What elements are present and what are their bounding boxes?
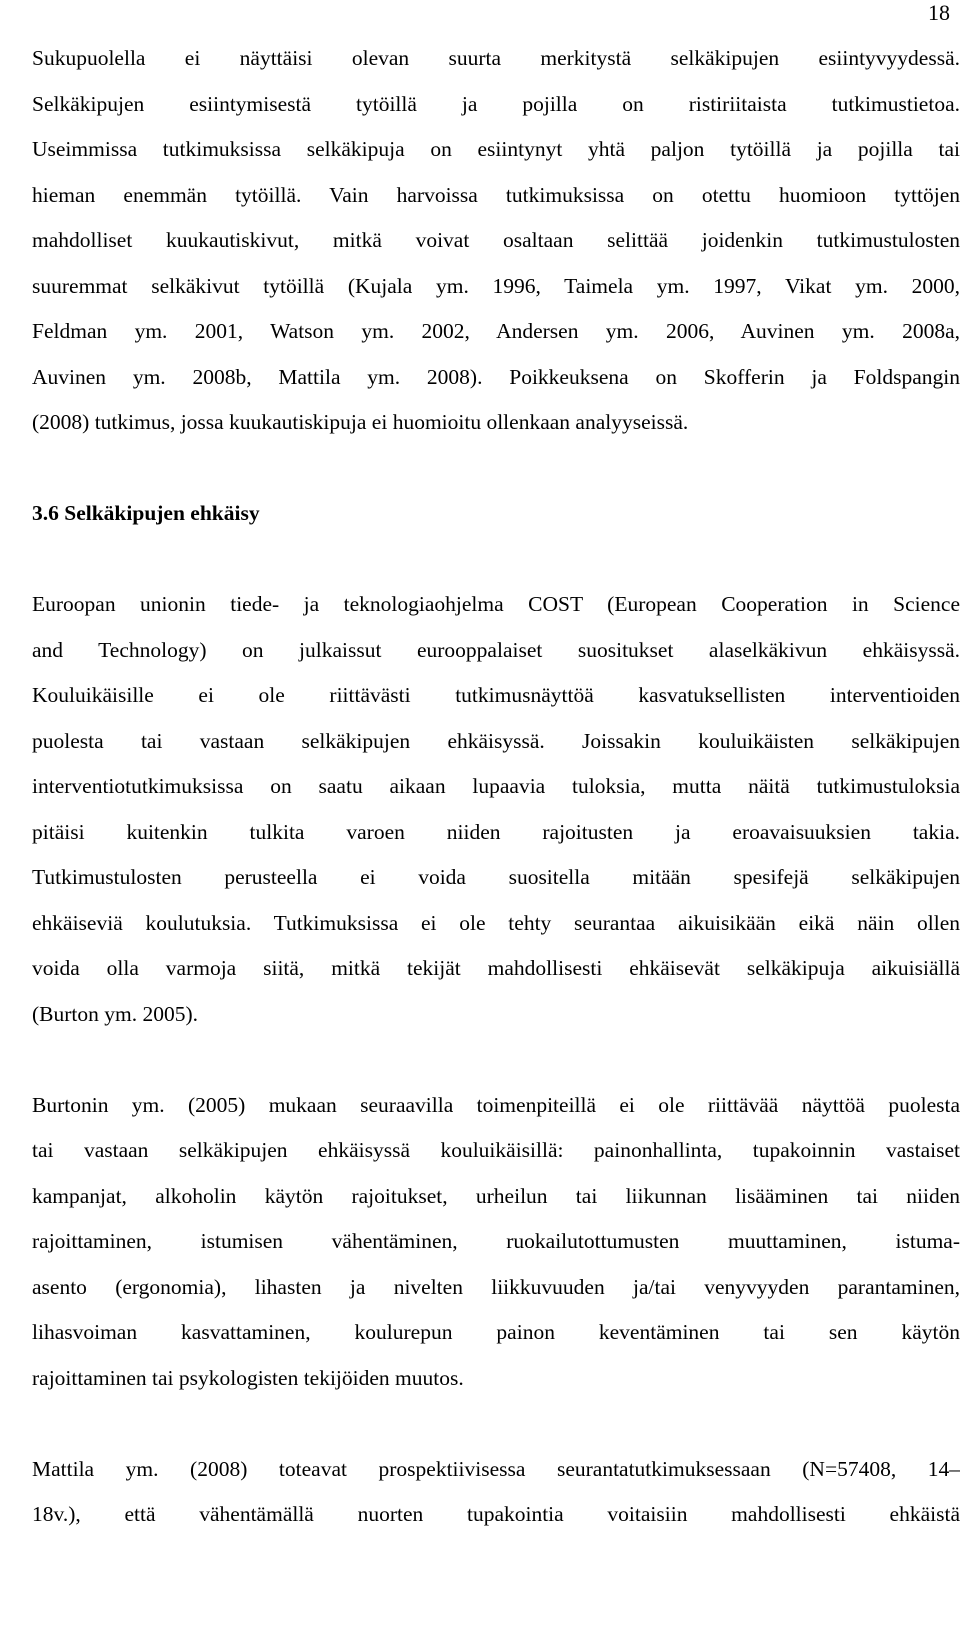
section-heading: 3.6 Selkäkipujen ehkäisy [32, 501, 260, 525]
text-line: puolesta tai vastaan selkäkipujen ehkäisyssä. Joissakin kouluikäisten selkäkipujen [32, 728, 960, 753]
text-line: asento (ergonomia), lihasten ja nivelten liikkuvuuden ja/tai venyvyyden parantaminen, [32, 1274, 960, 1299]
text-line: interventiotutkimuksissa on saatu aikaan lupaavia tuloksia, mutta näitä tutkimustuloksia [32, 774, 960, 798]
paragraph-gender [32, 36, 960, 446]
text-line: Useimmissa tutkimuksissa selkäkipuja on esiintynyt yhtä paljon tytöillä ja pojilla tai [32, 137, 960, 161]
text-line: (Burton ym. 2005). [32, 1001, 199, 1026]
text-line: Sukupuolella ei näyttäisi olevan suurta merkitystä selkäkipujen esiintyvyydessä. [32, 46, 960, 70]
text-line: mahdolliset kuukautiskivut, mitkä voivat osaltaan selittää joidenkin tutkimustulosten [32, 228, 960, 252]
paragraph-gap [32, 1037, 960, 1083]
text-line: Tutkimustulosten perusteella ei voida suositella mitään spesifejä selkäkipujen [32, 865, 960, 889]
text-line: Euroopan unionin tiede- ja teknologiaohjelma COST (European Cooperation in Science [32, 592, 960, 616]
text-line: 18v.), että vähentämällä nuorten tupakointia voitaisiin mahdollisesti ehkäistä [32, 1502, 960, 1526]
paragraph-gap [32, 537, 960, 583]
text-line: Feldman ym. 2001, Watson ym. 2002, Andersen ym. 2006, Auvinen ym. 2008a, [32, 319, 960, 343]
page-number: 18 [928, 0, 950, 25]
text-line: (2008) tutkimus, jossa kuukautiskipuja ei huomioitu ollenkaan analyyseissä. [32, 410, 689, 434]
paragraph-gap [32, 446, 960, 492]
paragraph-cost [32, 582, 960, 1037]
paragraph-gap [32, 1401, 960, 1447]
text-line: Auvinen ym. 2008b, Mattila ym. 2008). Poikkeuksena on Skofferin ja Foldspangin [32, 364, 960, 389]
text-line: voida olla varmoja siitä, mitkä tekijät mahdollisesti ehkäisevät selkäkipuja aikuisiällä [32, 956, 960, 980]
text-line: Selkäkipujen esiintymisestä tytöillä ja pojilla on ristiriitaista tutkimustietoa. [32, 91, 960, 116]
text-line: Mattila ym. (2008) toteavat prospektiivisessa seurantatutkimuksessaan (N=57408, 14– [32, 1456, 960, 1481]
text-line: rajoittaminen, istumisen vähentäminen, ruokailutottumusten muuttaminen, istuma- [32, 1229, 960, 1253]
text-line: and Technology) on julkaissut eurooppalaiset suositukset alaselkäkivun ehkäisyssä. [32, 637, 960, 662]
text-line: suuremmat selkäkivut tytöillä (Kujala ym. 1996, Taimela ym. 1997, Vikat ym. 2000, [32, 273, 960, 298]
text-line: tai vastaan selkäkipujen ehkäisyssä kouluikäisillä: painonhallinta, tupakoinnin vastaiset [32, 1138, 960, 1162]
text-line: rajoittaminen tai psykologisten tekijöiden muutos. [32, 1365, 464, 1390]
paragraph-mattila [32, 1447, 960, 1538]
text-line: Kouluikäisille ei ole riittävästi tutkimusnäyttöä kasvatuksellisten interventioiden [32, 683, 960, 707]
text-line: pitäisi kuitenkin tulkita varoen niiden rajoitusten ja eroavaisuuksien takia. [32, 819, 960, 844]
text-line: kampanjat, alkoholin käytön rajoitukset, urheilun tai liikunnan lisääminen tai niiden [32, 1183, 960, 1208]
document-body [32, 36, 960, 1538]
paragraph-burton [32, 1083, 960, 1402]
text-line: lihasvoiman kasvattaminen, koulurepun painon keventäminen tai sen käytön [32, 1320, 960, 1344]
text-line: ehkäiseviä koulutuksia. Tutkimuksissa ei ole tehty seurantaa aikuisikään eikä näin ollen [32, 910, 960, 935]
text-line: Burtonin ym. (2005) mukaan seuraavilla toimenpiteillä ei ole riittävää näyttöä puolesta [32, 1092, 960, 1117]
text-line: hieman enemmän tytöillä. Vain harvoissa tutkimuksissa on otettu huomioon tyttöjen [32, 182, 960, 207]
